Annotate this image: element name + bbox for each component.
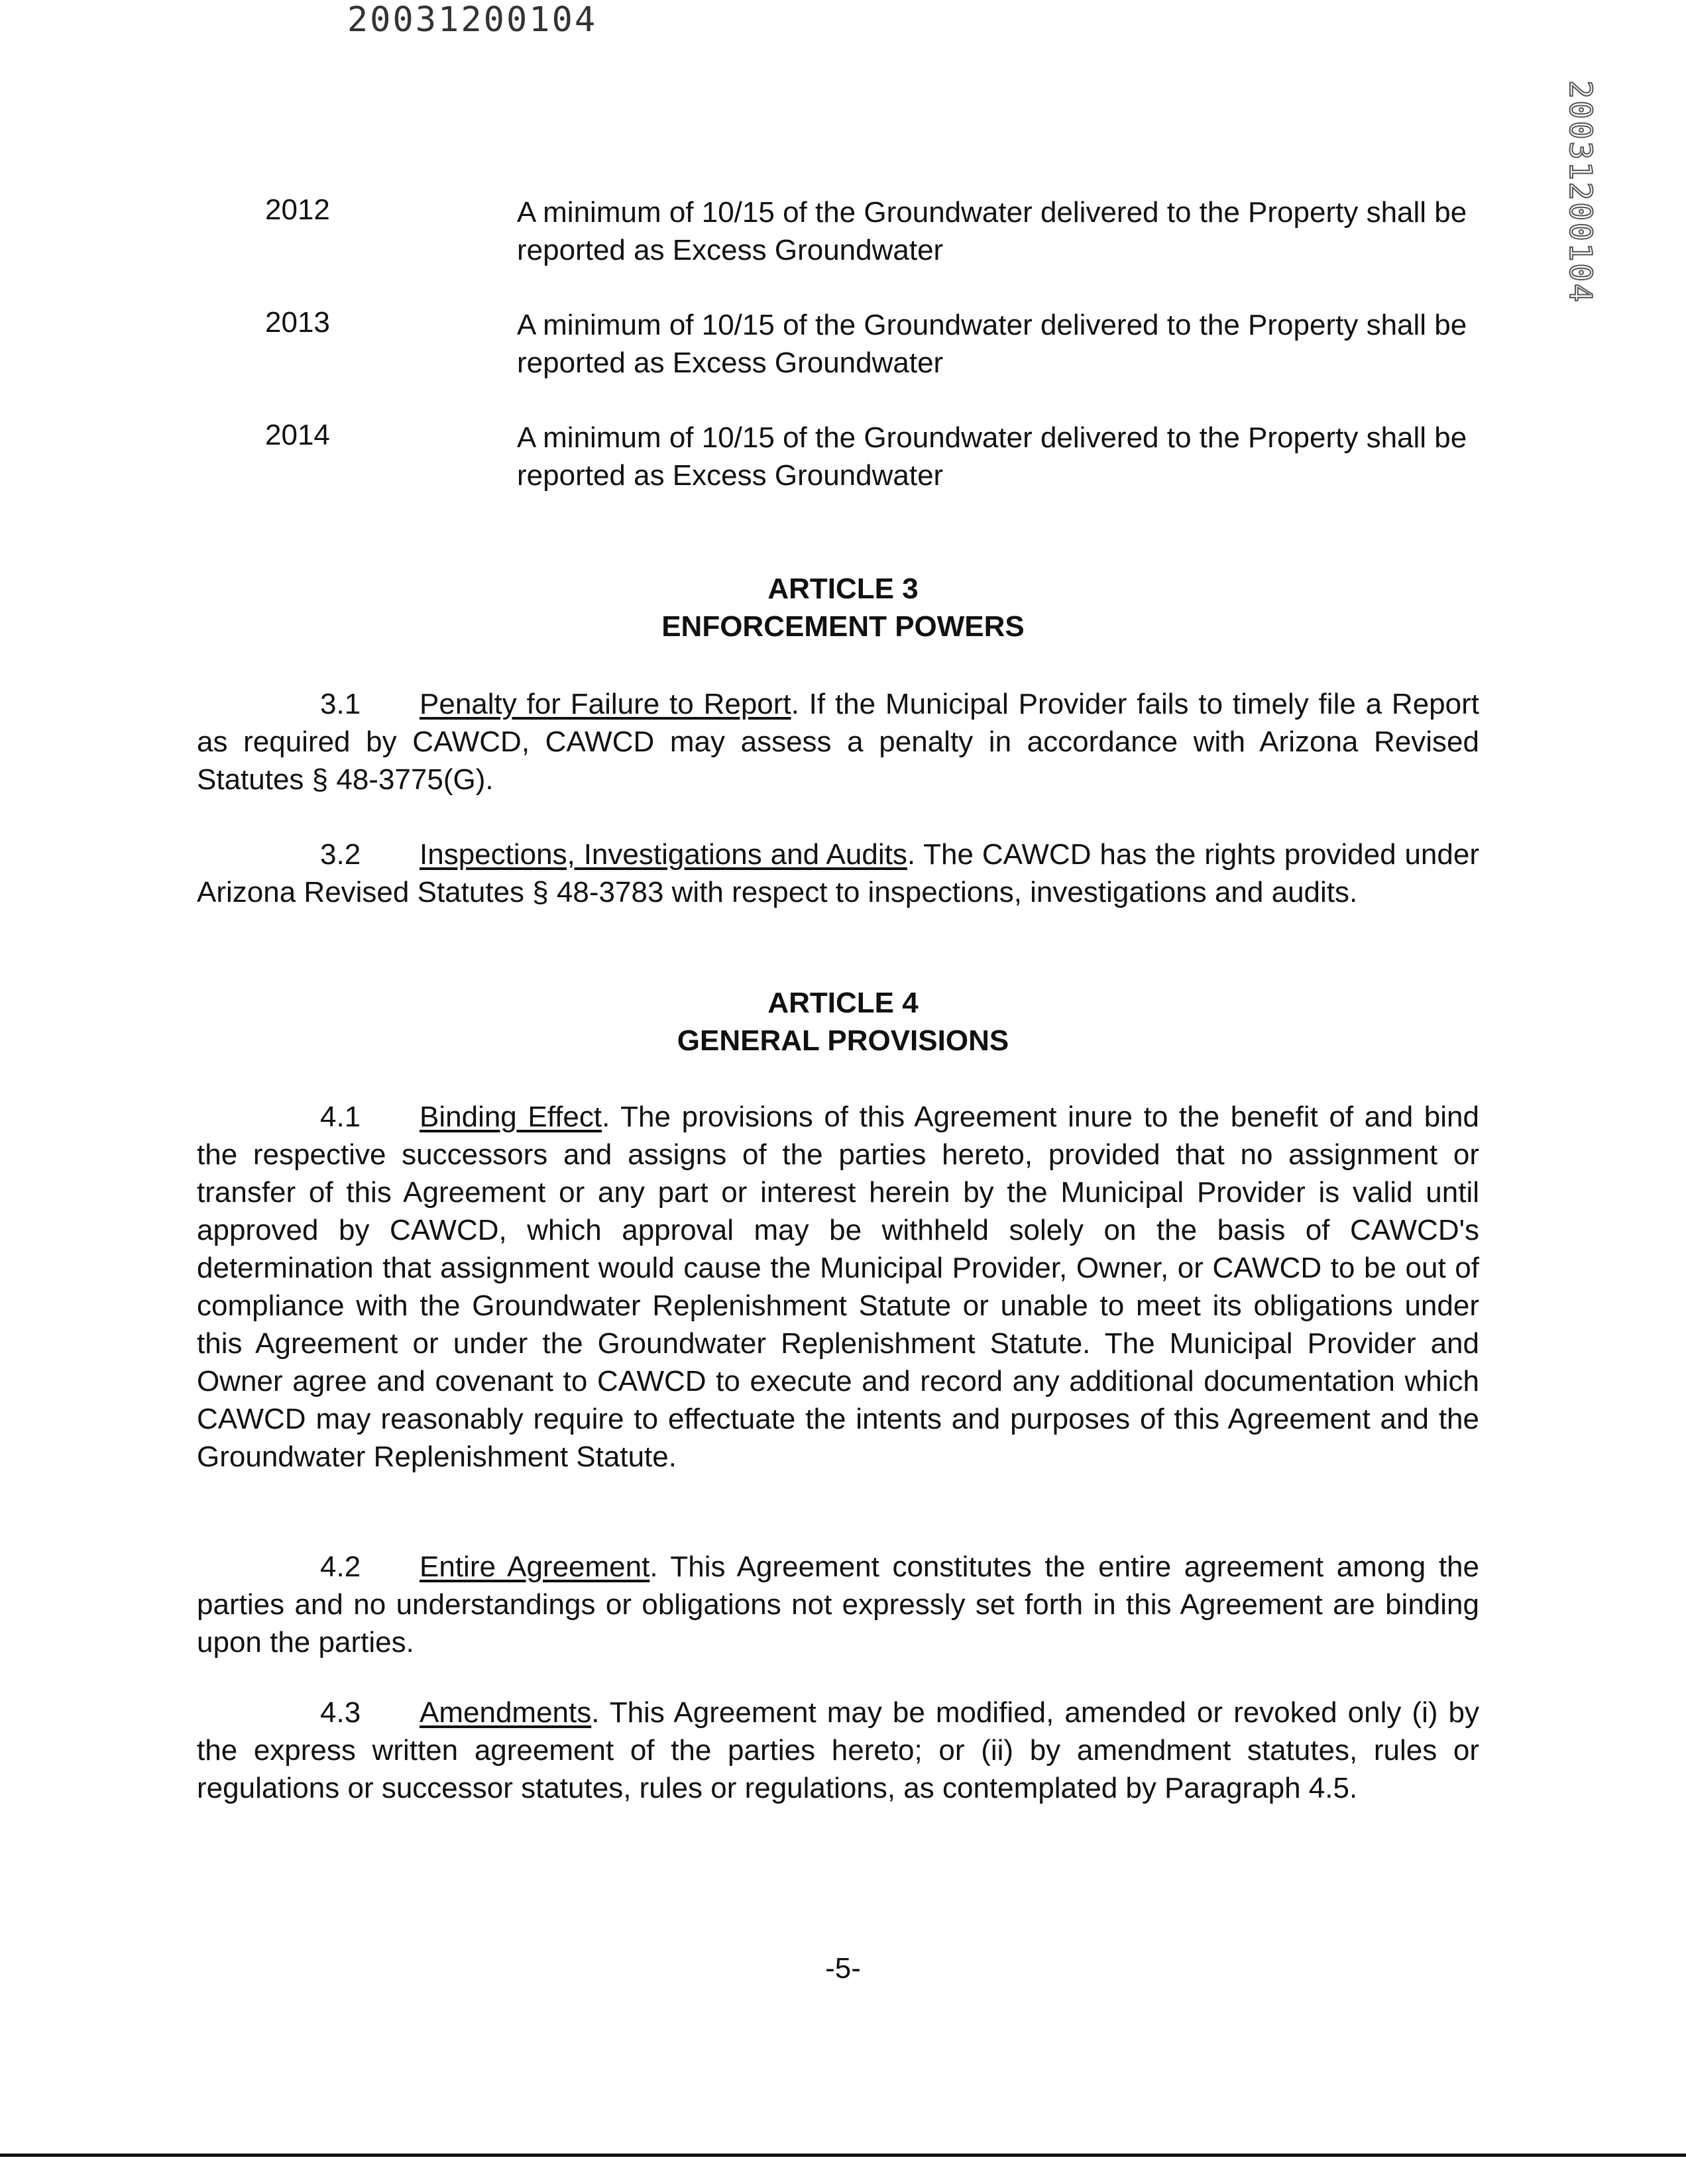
- section-4-2: [197, 1548, 1479, 1661]
- section-body: . The provisions of this Agreement inure to the benefit of and bind the respective successors and assigns of the parties hereto, provided that no assignment or transfer of this Agreement or any part or interest herein by the Municipal Provider is valid until approved by CAWCD, which approval may be withheld solely on the basis of CAWCD's determination that assignment would cause the Municipal Provider, Owner, or CAWCD to be out of compliance with the Groundwater Replenishment Statute or unable to meet its obligations under this Agreement or under the Groundwater Replenishment Statute. The Municipal Provider and Owner agree and covenant to CAWCD to execute and record any additional documentation which CAWCD may reasonably require to effectuate the intents and purposes of this Agreement and the Groundwater Replenishment Statute.: [197, 1101, 1479, 1473]
- section-number: 3.1: [320, 688, 361, 720]
- schedule-year: 2013: [265, 306, 330, 339]
- recording-number: 20031200104: [347, 0, 598, 40]
- schedule-text: A minimum of 10/15 of the Groundwater delivered to the Property shall be reported as Excess Groundwater: [517, 421, 1467, 492]
- article-label: ARTICLE 3: [767, 573, 919, 605]
- section-3-2: [197, 836, 1479, 911]
- article-title: GENERAL PROVISIONS: [677, 1024, 1009, 1057]
- section-title: Penalty for Failure to Report: [420, 688, 791, 720]
- section-body: . This Agreement constitutes the entire agreement among the parties and no understandings or obligations not expressly set forth in this Agreement are binding upon the parties.: [197, 1551, 1480, 1659]
- side-recording-stamp-text: 20031200104: [1563, 80, 1599, 304]
- schedule-text: A minimum of 10/15 of the Groundwater delivered to the Property shall be reported as Excess Groundwater: [517, 196, 1467, 266]
- page-number: -5-: [825, 1952, 861, 1985]
- section-body: . If the Municipal Provider fails to timely file a Report as required by CAWCD, CAWCD may assess a penalty in accordance with Arizona Revised Statutes § 48-3775(G).: [197, 688, 1479, 796]
- section-number: 4.1: [320, 1101, 361, 1133]
- schedule-text: A minimum of 10/15 of the Groundwater delivered to the Property shall be reported as Excess Groundwater: [517, 309, 1467, 379]
- article-4-heading: [0, 984, 1686, 1060]
- section-body: . This Agreement may be modified, amended or revoked only (i) by the express written agreement of the parties hereto; or (ii) by amendment statutes, rules or regulations or successor statutes, rules or regulations, as contemplated by Paragraph 4.5.: [197, 1696, 1479, 1804]
- section-title: Binding Effect: [420, 1101, 602, 1133]
- schedule-row: [0, 306, 1686, 386]
- section-number: 4.3: [320, 1696, 361, 1729]
- section-title: Amendments: [420, 1696, 592, 1729]
- schedule-year: 2012: [265, 193, 330, 226]
- schedule-row: [0, 419, 1686, 498]
- section-title: Entire Agreement: [420, 1551, 650, 1583]
- section-number: 3.2: [320, 838, 361, 871]
- section-body: . The CAWCD has the rights provided under Arizona Revised Statutes § 48-3783 with respect to inspections, investigations and audits.: [197, 838, 1479, 908]
- section-number: 4.2: [320, 1551, 361, 1583]
- schedule-year: 2014: [265, 419, 330, 451]
- section-title: Inspections, Investigations and Audits: [420, 838, 907, 871]
- bottom-rule: [0, 2154, 1686, 2157]
- section-3-1: [197, 685, 1479, 798]
- section-4-3: [197, 1694, 1479, 1807]
- article-title: ENFORCEMENT POWERS: [661, 610, 1025, 643]
- article-label: ARTICLE 4: [767, 987, 919, 1019]
- article-3-heading: [0, 570, 1686, 645]
- section-4-1: [197, 1098, 1479, 1476]
- schedule-row: [0, 193, 1686, 273]
